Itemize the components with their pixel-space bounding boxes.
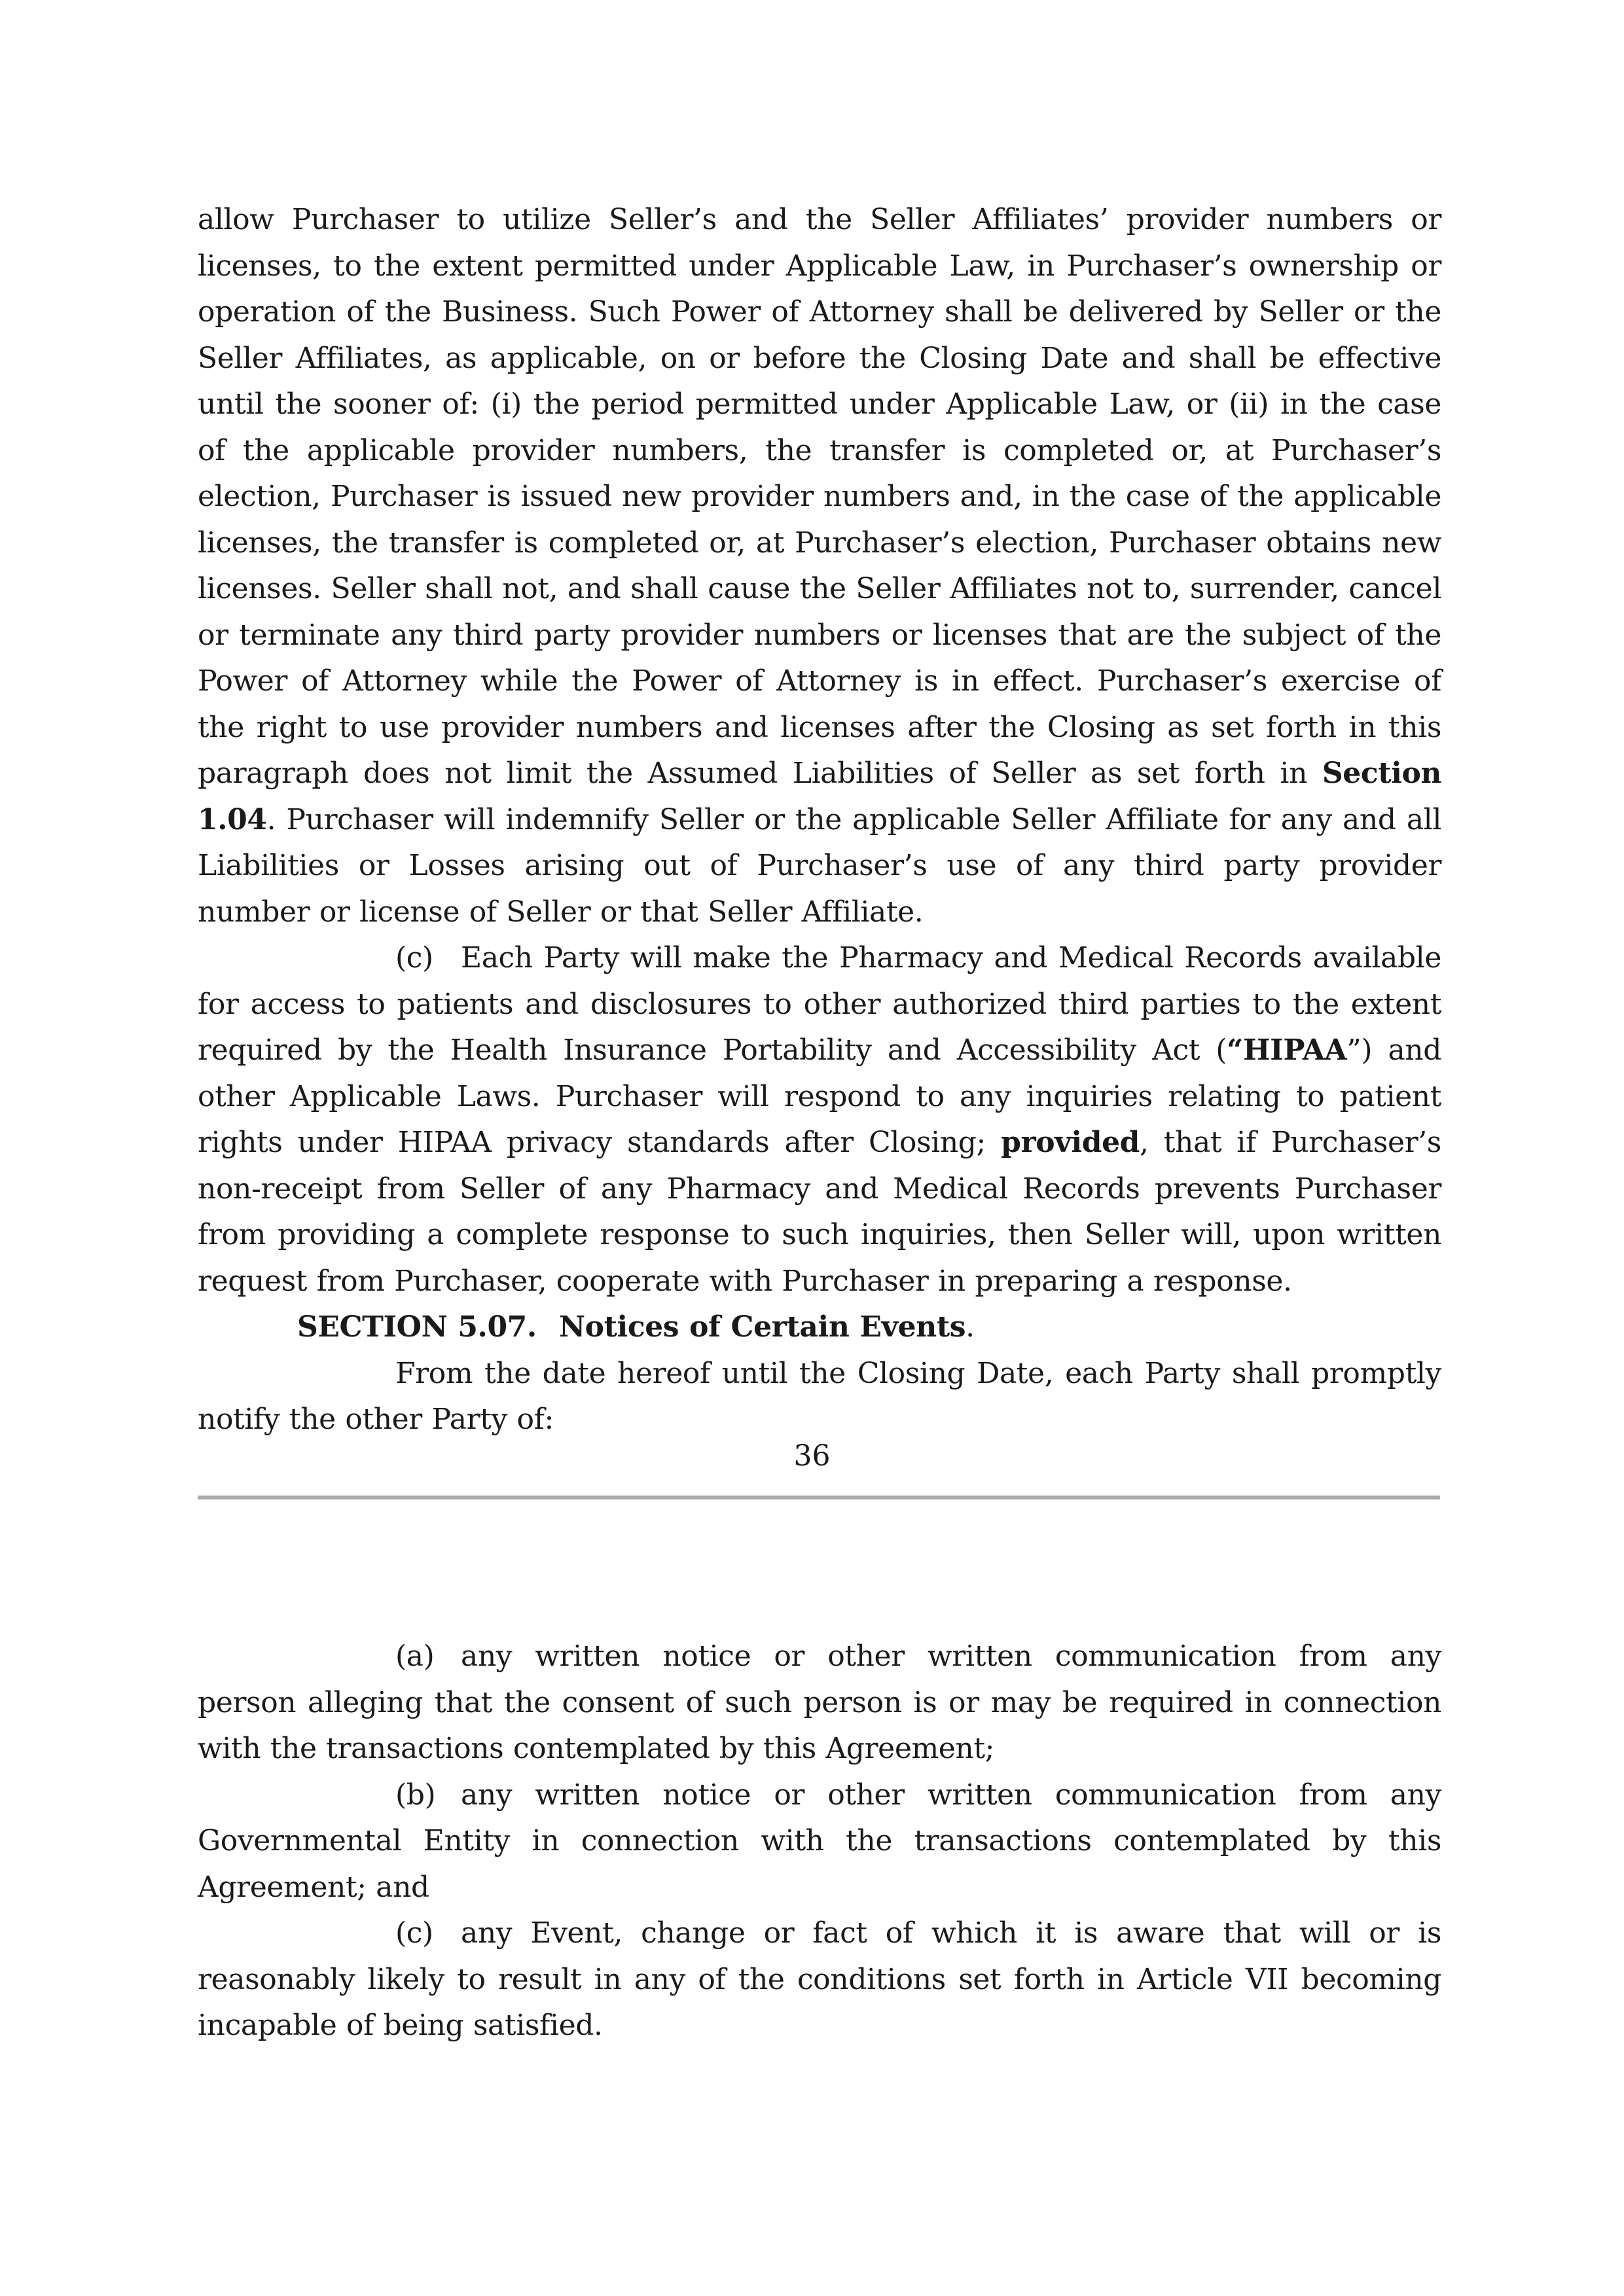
item-label: (a)	[395, 1640, 435, 1673]
section-reference: Section 1.04	[198, 757, 1441, 836]
section-heading	[198, 1304, 1441, 1351]
paragraph-c	[198, 935, 1441, 1304]
defined-term: HIPAA	[1242, 1033, 1347, 1067]
paragraph-text: allow Purchaser to utilize Seller’s and the Seller Affiliates’ provider numbers or licenses, to the extent permitted under Applicable Law, in Purchaser’s ownership or operation of the Business. Such Power of Attorney shall be delivered by Seller or the Seller Affiliates, as applicable, on or before the Closing Date and shall be effective until the sooner of: (i) the period permitted under Applicable Law, or (ii) in the case of the applicable provider numbers, the transfer is completed or, at Purchaser’s election, Purchaser is issued new provider numbers and, in the case of the applicable licenses, the transfer is completed or, at Purchaser’s election, Purchaser obtains new licenses. Seller shall not, and shall cause the Seller Affiliates not to, surrender, cancel or terminate any third party provider numbers or licenses that are the subject of the Power of Attorney while the Power of Attorney is in effect. Purchaser’s exercise of the right to use provider numbers and licenses after the Closing as set forth in this paragraph does not limit the Assumed Liabilities of Seller as set forth in	[198, 203, 1441, 790]
section-number: SECTION 5.07.	[297, 1310, 537, 1344]
paragraph-text: , that if Purchaser’s non-receipt from Seller of any Pharmacy and Medical Records prevents Purchaser from providing a complete response to such inquiries, then Seller will, upon written request from Purchaser, cooperate with Purchaser in preparing a response.	[198, 1126, 1441, 1298]
paragraph-text: . Purchaser will indemnify Seller or the applicable Seller Affiliate for any and all Liabilities or Losses arising out of Purchaser’s use of any third party provider number or license of Seller or that Seller Affiliate.	[198, 802, 1441, 929]
item-label: (c)	[395, 1916, 433, 1950]
list-item	[198, 1634, 1441, 1772]
section-title: Notices of Certain Events	[558, 1310, 966, 1344]
item-text: any Event, change or fact of which it is aware that will or is reasonably likely to result in any of the conditions set forth in Article VII becoming incapable of being satisfied.	[198, 1916, 1441, 2042]
page-bottom-text	[198, 1634, 1441, 2049]
list-item	[198, 1772, 1441, 1911]
section-intro: From the date hereof until the Closing Date, each Party shall promptly notify the other Party of:	[198, 1356, 1441, 1436]
page-divider	[198, 1496, 1440, 1499]
quote-mark: ”	[1346, 1033, 1362, 1067]
item-text: any written notice or other written communication from any Governmental Entity in connection with the transactions contemplated by this Agreement; and	[198, 1778, 1441, 1904]
section-period: .	[965, 1310, 975, 1344]
provided-term: provided	[1001, 1126, 1140, 1159]
page-top-text	[198, 197, 1441, 1443]
page-number: 36	[793, 1439, 831, 1473]
list-item	[198, 1910, 1441, 2049]
item-text: any written notice or other written communication from any person alleging that the consent of such person is or may be required in connection with the transactions contemplated by this Agreement;	[198, 1640, 1441, 1765]
quote-mark: “	[1227, 1033, 1243, 1067]
paragraph-text: ) and other Applicable Laws. Purchaser will respond to any inquiries relating to patient rights under HIPAA privacy standards after Closing;	[198, 1033, 1441, 1159]
paragraph-label: (c)	[395, 941, 433, 975]
paragraph-text: Each Party will make the Pharmacy and Medical Records available for access to patients and disclosures to other authorized third parties to the extent required by the Health Insurance Portability and Accessibility Act (	[198, 941, 1441, 1067]
paragraph-b-continuation	[198, 197, 1441, 935]
item-label: (b)	[395, 1778, 436, 1812]
